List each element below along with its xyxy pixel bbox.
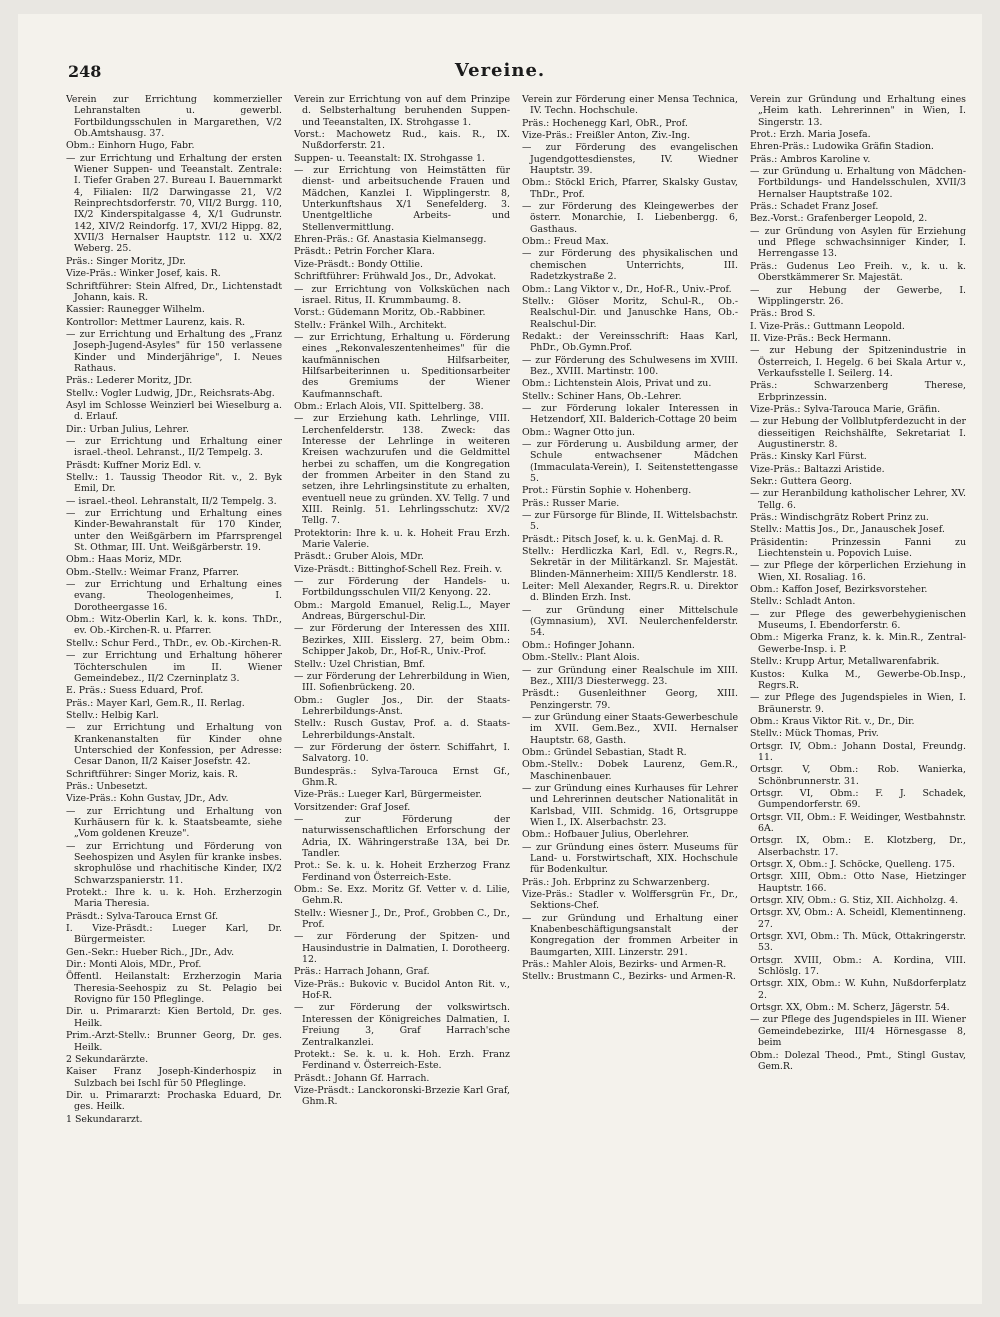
page-number: 248	[68, 62, 102, 81]
directory-entry: — zur Errichtung und Erhaltung höherer Töchterschulen im II. Wiener Gemeindebez., II/2 Czerninplatz 3.	[66, 650, 282, 684]
directory-entry: Präsdt.: Pitsch Josef, k. u. k. GenMaj. d. R.	[522, 533, 724, 545]
directory-entry: — zur Förderung u. Ausbildung armer, der Schule entwachsener Mädchen (Immaculata-Verein), I. Seitenstettengasse 5.	[522, 438, 738, 484]
directory-entry: Stellv.: Fränkel Wilh., Architekt.	[294, 319, 447, 331]
directory-entry: Obm.: Freud Max.	[522, 236, 609, 248]
directory-entry: Stellv.: Glöser Moritz, Schul-R., Ob.-Realschul-Dir. und Januschke Hans, Ob.-Realschul-Dir.	[522, 295, 738, 330]
directory-entry: Präs.: Brod S.	[750, 308, 816, 320]
directory-entry: — zur Errichtung, Erhaltung u. Förderung eines „Rekonvaleszentenheimes" für die kaufmännischen Hilfsarbeiter, Hilfsarbeiterinnen u. Speditionsarbeiter des Gremiums der Wiener Kaufmannschaft.	[294, 331, 510, 400]
directory-entry: Präs.: Harrach Johann, Graf.	[294, 966, 430, 978]
directory-entry: Präsdt: Kuffner Moriz Edl. v.	[66, 459, 202, 471]
directory-entry: Ehren-Präs.: Gf. Anastasia Kielmansegg.	[294, 234, 487, 246]
directory-entry: Obm.: Erlach Alois, VII. Spittelberg. 38.	[294, 400, 484, 412]
directory-entry: — zur Errichtung und Erhaltung eines evang. Theologenheimes, I. Dorotheergasse 16.	[66, 579, 282, 613]
directory-entry: Obm.: Margold Emanuel, Relig.L., Mayer Andreas, Bürgerschul-Dir.	[294, 599, 510, 623]
directory-entry: Dir. u. Primararzt: Kien Bertold, Dr. ges. Heilk.	[66, 1006, 282, 1029]
directory-entry: Stellv.: Helbig Karl.	[66, 709, 159, 721]
directory-entry: — zur Errichtung und Erhaltung des „Franz Joseph-Jugend-Asyles" für 150 verlassene Kinder und Minderjährige", I. Neues Rathaus.	[66, 328, 282, 374]
directory-entry: Vize-Präs.: Baltazzi Aristide.	[750, 463, 885, 475]
directory-entry: Obm.: Lang Viktor v., Dr., Hof-R., Univ.-Prof.	[522, 283, 732, 295]
directory-entry: Präs.: Joh. Erbprinz zu Schwarzenberg.	[522, 876, 710, 888]
directory-entry: — zur Hebung der Spitzenindustrie in Österreich, I. Hegelg. 6 bei Skala Artur v., Verkaufsstelle I. Seilerg. 14.	[750, 345, 966, 379]
directory-entry: Obm.: Einhorn Hugo, Fabr.	[66, 140, 195, 152]
directory-entry: Präs.: Windischgrätz Robert Prinz zu.	[750, 512, 929, 524]
directory-entry: Vize-Präsdt.: Lanckoronski-Brzezie Karl Graf, Ghm.R.	[294, 1084, 510, 1108]
directory-entry: Vorsitzender: Graf Josef.	[294, 801, 411, 813]
directory-entry: Dir.: Urban Julius, Lehrer.	[66, 423, 189, 435]
directory-entry: Präs.: Schadet Franz Josef.	[750, 201, 879, 213]
directory-entry: Stellv.: Brustmann C., Bezirks- und Armen-R.	[522, 971, 736, 983]
directory-entry: — zur Pflege des gewerbehygienischen Museums, I. Ebendorferstr. 6.	[750, 608, 966, 632]
directory-entry: Ortsgr. XVIII, Obm.: A. Kordina, VIII. Schlöslg. 17.	[750, 954, 966, 978]
directory-entry: — zur Errichtung und Erhaltung von Kurhäusern für k. k. Staatsbeamte, siehe „Vom goldenen Kreuze".	[66, 805, 282, 840]
directory-entry: Protektorin: Ihre k. u. k. Hoheit Frau Erzh. Marie Valerie.	[294, 527, 510, 551]
directory-entry: I. Vize-Präsdt.: Lueger Karl, Dr. Bürgermeister.	[66, 923, 282, 946]
directory-entry: Verein zur Errichtung kommerzieller Lehranstalten u. gewerbl. Fortbildungsschulen in Margarethen, V/2 Ob.Amtshausg. 37.	[66, 94, 282, 140]
directory-entry: Vize-Präs.: Lueger Karl, Bürgermeister.	[294, 789, 482, 801]
column-3	[522, 94, 738, 1294]
directory-entry: Vorst.: Güdemann Moritz, Ob.-Rabbiner.	[294, 307, 486, 319]
directory-entry: Präs.: Schwarzenberg Therese, Erbprinzessin.	[750, 380, 966, 403]
directory-entry: Prot.: Fürstin Sophie v. Hohenberg.	[522, 485, 692, 497]
directory-entry: Vize-Präsdt.: Bondy Ottilie.	[294, 258, 423, 270]
directory-entry: Präs.: Mahler Alois, Bezirks- und Armen-R.	[522, 959, 727, 971]
directory-entry: Vize-Präs.: Kohn Gustav, JDr., Adv.	[66, 793, 229, 805]
directory-entry: Verein zur Förderung einer Mensa Technica, IV. Techn. Hochschule.	[522, 94, 738, 117]
directory-entry: Ortsgr. IX, Obm.: E. Klotzberg, Dr., Alserbachstr. 17.	[750, 835, 966, 858]
directory-entry: Stellv.: Schladt Anton.	[750, 596, 856, 608]
directory-entry: Ortsgr. XX, Obm.: M. Scherz, Jägerstr. 54.	[750, 1002, 950, 1014]
directory-entry: Obm.: Gründel Sebastian, Stadt R.	[522, 746, 687, 758]
directory-entry: Öffentl. Heilanstalt: Erzherzogin Maria Theresia-Seehospiz zu St. Pelagio bei Rovigno für 150 Pfleglinge.	[66, 971, 282, 1006]
directory-entry: Präs.: Lederer Moritz, JDr.	[66, 375, 193, 387]
directory-entry: — zur Förderung der Spitzen- und Hausindustrie in Dalmatien, I. Dorotheerg. 12.	[294, 931, 510, 966]
directory-entry: Verein zur Errichtung von auf dem Prinzipe d. Selbsterhaltung beruhenden Suppen- und Teeanstalten, IX. Strohgasse 1.	[294, 94, 510, 128]
directory-entry: — zur Gründung einer Realschule im XIII. Bez., XIII/3 Diesterwegg. 23.	[522, 664, 738, 687]
directory-entry: — zur Gründung u. Erhaltung von Mädchen-Fortbildungs- und Handelsschulen, XVII/3 Hernalser Hauptstraße 102.	[750, 166, 966, 200]
directory-entry: Stellv.: Vogler Ludwig, JDr., Reichsrats-Abg.	[66, 387, 275, 399]
directory-entry: Präsidentin: Prinzessin Fanni zu Liechtenstein u. Popovich Luise.	[750, 536, 966, 560]
directory-entry: Vize-Präs.: Sylva-Tarouca Marie, Gräfin.	[750, 403, 941, 415]
directory-entry: Präs.: Unbesetzt.	[66, 780, 148, 792]
directory-entry: Ehren-Präs.: Ludowika Gräfin Stadion.	[750, 141, 934, 153]
directory-entry: — zur Pflege des Jugendspieles in Wien, I. Bräunerstr. 9.	[750, 692, 966, 715]
directory-entry: Präs.: Hochenegg Karl, ObR., Prof.	[522, 117, 688, 129]
directory-entry: Bundespräs.: Sylva-Tarouca Ernst Gf., Ghm.R.	[294, 765, 510, 788]
directory-entry: — zur Fürsorge für Blinde, II. Wittelsbachstr. 5.	[522, 510, 738, 533]
column-4	[750, 94, 966, 1294]
directory-entry: Obm.: Gugler Jos., Dir. der Staats-Lehrerbildungs-Anst.	[294, 694, 510, 717]
directory-entry: — zur Gründung einer Mittelschule (Gymnasium), XVI. Neulerchenfelderstr. 54.	[522, 604, 738, 639]
directory-entry: Stellv.: Uzel Christian, Bmf.	[294, 658, 426, 670]
directory-entry: Ortsgr. VII, Obm.: F. Weidinger, Westbahnstr. 6A.	[750, 811, 966, 834]
directory-entry: Präsdt.: Gruber Alois, MDr.	[294, 551, 424, 563]
directory-entry: Präs.: Singer Moritz, JDr.	[66, 255, 186, 267]
directory-entry: — zur Gründung und Erhaltung einer Knabenbeschäftigungsanstalt der Kongregation der frommen Arbeiter in Baumgarten, XIII. Linzerstr. 291.	[522, 912, 738, 958]
directory-entry: Stellv.: Krupp Artur, Metallwarenfabrik.	[750, 656, 940, 668]
directory-entry: — zur Förderung der Interessen des XIII. Bezirkes, XIII. Eisslerg. 27, beim Obm.: Schipper Jakob, Dr., Hof-R., Univ.-Prof.	[294, 623, 510, 658]
directory-entry: Gen.-Sekr.: Hueber Rich., JDr., Adv.	[66, 946, 235, 958]
directory-entry: Obm.: Hofbauer Julius, Oberlehrer.	[522, 829, 689, 841]
directory-entry: Präs.: Ambros Karoline v.	[750, 153, 871, 165]
directory-entry: Obm.: Stöckl Erich, Pfarrer, Skalsky Gustav, ThDr., Prof.	[522, 177, 738, 200]
directory-entry: — zur Errichtung von Heimstätten für dienst- und arbeitsuchende Frauen und Mädchen, Kanzlei I. Wipplingerstr. 8, Unterkunftshaus X/1 Senefelderg. 3. Unentgeltliche Arbeits- und Stellenvermittlung.	[294, 165, 510, 233]
directory-entry: Prot.: Se. k. u. k. Hoheit Erzherzog Franz Ferdinand von Österreich-Este.	[294, 860, 510, 883]
directory-entry: Vize-Präs.: Stadler v. Wolffersgrün Fr., Dr., Sektions-Chef.	[522, 889, 738, 912]
directory-entry: Kontrollor: Mettmer Laurenz, kais. R.	[66, 316, 246, 328]
directory-entry: Kaiser Franz Joseph-Kinderhospiz in Sulzbach bei Ischl für 50 Pfleglinge.	[66, 1066, 282, 1089]
directory-entry: Obm.: Witz-Oberlin Karl, k. k. kons. ThDr., ev. Ob.-Kirchen-R. u. Pfarrer.	[66, 614, 282, 637]
directory-entry: 1 Sekundararzt.	[66, 1113, 143, 1125]
directory-entry: Stellv.: 1. Taussig Theodor Rit. v., 2. Byk Emil, Dr.	[66, 472, 282, 495]
directory-entry: Präs.: Kinsky Karl Fürst.	[750, 451, 867, 463]
directory-entry: Ortsgr. XVI, Obm.: Th. Mück, Ottakringerstr. 53.	[750, 931, 966, 954]
directory-entry: — zur Errichtung und Erhaltung eines Kinder-Bewahranstalt für 170 Kinder, unter den Weißgärbern im Pfarrsprengel St. Othmar, III. Unt. Weißgärberstr. 19.	[66, 508, 282, 554]
directory-entry: — zur Förderung der österr. Schiffahrt, I. Salvatorg. 10.	[294, 741, 510, 765]
directory-entry: Präs.: Russer Marie.	[522, 497, 620, 509]
directory-entry: — zur Förderung der naturwissenschaftlichen Erforschung der Adria, IX. Währingerstraße 13A, bei Dr. Tandler.	[294, 813, 510, 859]
directory-entry: — zur Errichtung und Erhaltung von Krankenanstalten für Kinder ohne Unterschied der Konfession, per Adresse: Cesar Danon, II/2 Kaiser Josefstr. 42.	[66, 722, 282, 768]
directory-entry: — zur Erziehung kath. Lehrlinge, VIII. Lerchenfelderstr. 138. Zweck: das Interesse der Lehrlinge in weiteren Kreisen wachzurufen und die Geldmittel herbei zu schaffen, um die Kongregation der frommen Arbeiter in den Stand zu setzen, ihre Lehrlingsinstitute zu erhalten, eventuell neue zu gründen. XV. Tellg. 7 und XIII. Reinlg. 51. Lehrlingsschutz: XV/2 Tellg. 7.	[294, 413, 510, 527]
directory-entry: Obm.: Kraus Viktor Rit. v., Dr., Dir.	[750, 715, 915, 727]
directory-entry: — zur Förderung der Handels- u. Fortbildungsschulen VII/2 Kenyong. 22.	[294, 576, 510, 599]
directory-entry: Schriftführer: Frühwald Jos., Dr., Advokat.	[294, 271, 497, 283]
directory-entry: Obm.: Migerka Franz, k. k. Min.R., Zentral-Gewerbe-Insp. i. P.	[750, 632, 966, 655]
directory-entry: — zur Gründung eines Kurhauses für Lehrer und Lehrerinnen deutscher Nationalität in Karlsbad, VIII. Schmidg. 16, Ortsgruppe Wien I., IX. Alserbachstr. 23.	[522, 782, 738, 828]
directory-entry: Prot.: Erzh. Maria Josefa.	[750, 129, 871, 141]
directory-entry: Stellv.: Rusch Gustav, Prof. a. d. Staats-Lehrerbildungs-Anstalt.	[294, 718, 510, 741]
directory-entry: Präsdt.: Gusenleithner Georg, XIII. Penzingerstr. 79.	[522, 688, 738, 711]
directory-entry: Ortsgr. XIII, Obm.: Otto Nase, Hietzinger Hauptstr. 166.	[750, 871, 966, 894]
directory-entry: — zur Förderung des Kleingewerbes der österr. Monarchie, I. Liebenbergg. 6, Gasthaus.	[522, 201, 738, 235]
directory-entry: Dir. u. Primararzt: Prochaska Eduard, Dr. ges. Heilk.	[66, 1089, 282, 1113]
directory-entry: — zur Errichtung und Förderung von Seehospizen und Asylen für kranke insbes. skrophulöse und rhachitische Kinder, IX/2 Schwarzspanierstr. 11.	[66, 840, 282, 886]
directory-entry: Präsdt.: Sylva-Tarouca Ernst Gf.	[66, 910, 219, 922]
directory-entry: Obm.-Stellv.: Weimar Franz, Pfarrer.	[66, 566, 239, 578]
directory-entry: Präsdt.: Johann Gf. Harrach.	[294, 1072, 430, 1084]
directory-entry: Obm.-Stellv.: Plant Alois.	[522, 652, 640, 664]
directory-entry: II. Vize-Präs.: Beck Hermann.	[750, 332, 892, 344]
directory-entry: 2 Sekundarärzte.	[66, 1053, 149, 1065]
directory-entry: Vize-Präs.: Bukovic v. Bucidol Anton Rit. v., Hof-R.	[294, 978, 510, 1002]
directory-entry: Kustos: Kulka M., Gewerbe-Ob.Insp., Regrs.R.	[750, 668, 966, 691]
directory-entry: Vize-Präs.: Freißler Anton, Ziv.-Ing.	[522, 130, 691, 142]
directory-entry: Asyl im Schlosse Weinzierl bei Wieselburg a. d. Erlauf.	[66, 399, 282, 423]
directory-entry: Stellv.: Wiesner J., Dr., Prof., Grobben C., Dr., Prof.	[294, 907, 510, 931]
directory-entry: — zur Gründung einer Staats-Gewerbeschule im XVII. Gem.Bez., XVII. Hernalser Hauptstr. 68, Gasth.	[522, 711, 738, 746]
book-page	[18, 14, 982, 1304]
page-title: Vereine.	[454, 60, 546, 81]
directory-columns	[66, 94, 966, 1294]
directory-entry: Stellv.: Schur Ferd., ThDr., ev. Ob.-Kirchen-R.	[66, 637, 282, 649]
directory-entry: Ortsgr. XV, Obm.: A. Scheidl, Klementinneng. 27.	[750, 907, 966, 930]
directory-entry: — zur Gründung von Asylen für Erziehung und Pflege schwachsinniger Kinder, I. Herrengasse 13.	[750, 225, 966, 260]
column-2	[294, 94, 510, 1294]
column-1	[66, 94, 282, 1294]
directory-entry: Leiter: Mell Alexander, Regrs.R. u. Direktor d. Blinden Erzh. Inst.	[522, 581, 738, 604]
directory-entry: Obm.: Wagner Otto jun.	[522, 426, 635, 438]
directory-entry: Obm.: Haas Moriz, MDr.	[66, 554, 183, 566]
directory-entry: Ortsgr. VI, Obm.: F. J. Schadek, Gumpendorferstr. 69.	[750, 787, 966, 811]
directory-entry: — zur Errichtung und Erhaltung der ersten Wiener Suppen- und Teeanstalt. Zentrale: I. Tiefer Graben 27. Bureau I. Bauernmarkt 4, Filialen: II/2 Darwingasse 21, V/2 Reinprechtsdorferstr. 70, VII/2 Burgg. 110, IX/2 Kinderspitalgasse 4, X/1 Gudrunstr. 142, XIV/2 Reindorfg. 17, XVI/2 Hippg. 82, XVII/3 Hernalser Hauptstr. 112 u. XX/2 Weberg. 25.	[66, 152, 282, 255]
directory-entry: — zur Förderung der Lehrerbildung in Wien, III. Sofienbrückeng. 20.	[294, 670, 510, 694]
directory-entry: Obm.: Kaffon Josef, Bezirksvorsteher.	[750, 584, 928, 596]
directory-entry: Obm.: Dolezal Theod., Pmt., Stingl Gustav, Gem.R.	[750, 1049, 966, 1072]
directory-entry: Schriftführer: Stein Alfred, Dr., Lichtenstadt Johann, kais. R.	[66, 280, 282, 303]
directory-entry: Protekt.: Se. k. u. k. Hoh. Erzh. Franz Ferdinand v. Österreich-Este.	[294, 1048, 510, 1072]
directory-entry: — zur Gründung eines österr. Museums für Land- u. Forstwirtschaft, XIX. Hochschule für Bodenkultur.	[522, 841, 738, 876]
directory-entry: Obm.: Hofinger Johann.	[522, 639, 635, 651]
directory-entry: Dir.: Monti Alois, MDr., Prof.	[66, 959, 202, 971]
directory-entry: Präs.: Mayer Karl, Gem.R., II. Rerlag.	[66, 697, 245, 709]
directory-entry: Ortsgr. V, Obm.: Rob. Wanierka, Schönbrunnerstr. 31.	[750, 764, 966, 787]
directory-entry: — zur Hebung der Vollblutpferdezucht in der diesseitigen Reichshälfte, Sekretariat I. Augustinerstr. 8.	[750, 416, 966, 450]
directory-entry: Schriftführer: Singer Moriz, kais. R.	[66, 768, 238, 780]
directory-entry: Stellv.: Mattis Jos., Dr., Janauschek Josef.	[750, 524, 945, 536]
directory-entry: Vize-Präsdt.: Bittinghof-Schell Rez. Freih. v.	[294, 563, 503, 575]
directory-entry: Sekr.: Guttera Georg.	[750, 476, 853, 487]
directory-entry: Protekt.: Ihre k. u. k. Hoh. Erzherzogin Maria Theresia.	[66, 887, 282, 910]
directory-entry: Stellv.: Mück Thomas, Priv.	[750, 728, 879, 740]
directory-entry: — zur Förderung des Schulwesens im XVIII. Bez., XVIII. Martinstr. 100.	[522, 354, 738, 377]
directory-entry: Redakt.: der Vereinsschrift: Haas Karl, PhDr., Ob.Gymn.Prof.	[522, 330, 738, 354]
directory-entry: Vorst.: Machowetz Rud., kais. R., IX. Nußdorferstr. 21.	[294, 129, 510, 152]
directory-entry: Ortsgr. IV, Obm.: Johann Dostal, Freundg. 11.	[750, 740, 966, 763]
directory-entry: Ortsgr. X, Obm.: J. Schöcke, Quelleng. 175.	[750, 859, 955, 870]
directory-entry: Obm.-Stellv.: Dobek Laurenz, Gem.R., Maschinenbauer.	[522, 759, 738, 782]
directory-entry: — zur Förderung lokaler Interessen in Hetzendorf, XII. Balderich-Cottage 20 beim	[522, 402, 738, 426]
directory-entry: Obm.: Lichtenstein Alois, Privat und zu.	[522, 378, 712, 390]
directory-entry: — zur Pflege des Jugendspieles in III. Wiener Gemeindebezirke, III/4 Hörnesgasse 8, beim	[750, 1014, 966, 1049]
directory-entry: — zur Förderung des physikalischen und chemischen Unterrichts, III. Radetzkystraße 2.	[522, 248, 738, 283]
directory-entry: E. Präs.: Suess Eduard, Prof.	[66, 685, 204, 697]
directory-entry: Obm.: Se. Exz. Moritz Gf. Vetter v. d. Lilie, Gehm.R.	[294, 884, 510, 907]
directory-entry: Stellv.: Herdliczka Karl, Edl. v., Regrs.R., Sekretär in der Militärkanzl. Sr. Majestät. Blinden-Männerheim: XIII/5 Kendlerstr. 18.	[522, 546, 738, 580]
directory-entry: — zur Hebung der Gewerbe, I. Wipplingerstr. 26.	[750, 284, 966, 307]
directory-entry: Präs.: Gudenus Leo Freih. v., k. u. k. Oberstkämmerer Sr. Majestät.	[750, 260, 966, 284]
directory-entry: Prim.-Arzt-Stellv.: Brunner Georg, Dr. ges. Heilk.	[66, 1030, 282, 1053]
directory-entry: Verein zur Gründung und Erhaltung eines „Heim kath. Lehrerinnen" in Wien, I. Singerstr. 13.	[750, 94, 966, 128]
directory-entry: Ortsgr. XIV, Obm.: G. Stiz, XII. Aichholzg. 4.	[750, 895, 959, 907]
directory-entry: — zur Pflege der körperlichen Erziehung in Wien, XI. Rosaliag. 16.	[750, 560, 966, 583]
directory-entry: — zur Errichtung und Erhaltung einer israel.-theol. Lehranst., II/2 Tempelg. 3.	[66, 435, 282, 459]
directory-entry: — zur Errichtung von Volksküchen nach israel. Ritus, II. Krummbaumg. 8.	[294, 283, 510, 306]
directory-entry: Kassier: Raunegger Wilhelm.	[66, 304, 205, 316]
directory-entry: Bez.-Vorst.: Grafenberger Leopold, 2.	[750, 213, 928, 225]
directory-entry: Präsdt.: Petrin Forcher Klara.	[294, 246, 435, 258]
directory-entry: Ortsgr. XIX, Obm.: W. Kuhn, Nußdorferplatz 2.	[750, 978, 966, 1001]
directory-entry: — zur Heranbildung katholischer Lehrer, XV. Tellg. 6.	[750, 488, 966, 511]
directory-entry: — zur Förderung der volkswirtsch. Interessen der Königreiches Dalmatien, I. Freiung 3, Graf Harrach'sche Zentralkanzlei.	[294, 1002, 510, 1048]
directory-entry: — israel.-theol. Lehranstalt, II/2 Tempelg. 3.	[66, 495, 277, 507]
directory-entry: Suppen- u. Teeanstalt: IX. Strohgasse 1.	[294, 152, 485, 164]
directory-entry: Stellv.: Schiner Hans, Ob.-Lehrer.	[522, 390, 682, 402]
directory-entry: Vize-Präs.: Winker Josef, kais. R.	[66, 268, 221, 280]
directory-entry: — zur Förderung des evangelischen Jugendgottesdienstes, IV. Wiedner Hauptstr. 39.	[522, 142, 738, 177]
directory-entry: I. Vize-Präs.: Guttmann Leopold.	[750, 320, 905, 332]
